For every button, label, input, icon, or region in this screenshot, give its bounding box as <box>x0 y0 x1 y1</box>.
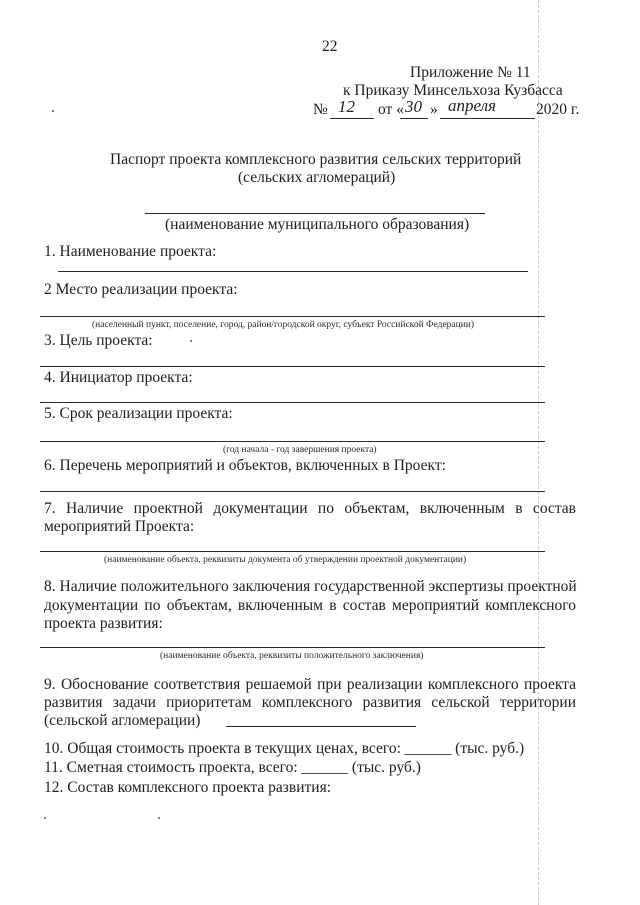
item-6-blank-line <box>40 491 545 492</box>
order-day-underline <box>400 118 428 119</box>
order-day-handwritten: 30 <box>405 97 422 116</box>
item-10-total-cost: 10. Общая стоимость проекта в текущих ценах, всего: ______ (тыс. руб.) <box>44 740 525 757</box>
item-8-expertise-line1: 8. Наличие положительного заключения государственной экспертизы проектной <box>44 578 577 595</box>
scan-speck <box>44 817 46 819</box>
municipality-blank-line <box>145 213 485 214</box>
order-year: 2020 г. <box>536 101 580 118</box>
scan-speck <box>190 340 192 342</box>
item-12-project-composition: 12. Состав комплексного проекта развития: <box>44 779 331 796</box>
appendix-order-line: к Приказу Минсельхоза Кузбасса <box>343 82 563 99</box>
order-month-handwritten: апреля <box>448 96 496 115</box>
item-1-blank-line <box>58 271 528 272</box>
order-number-handwritten: 12 <box>338 97 355 116</box>
item-8-caption: (наименование объекта, реквизиты положительного заключения) <box>160 651 424 661</box>
item-4-project-initiator: 4. Инициатор проекта: <box>44 369 193 386</box>
item-6-measures-list: 6. Перечень мероприятий и объектов, включенных в Проект: <box>44 457 446 474</box>
municipality-caption: (наименование муниципального образования) <box>165 216 470 233</box>
passport-title-line2: (сельских агломераций) <box>238 169 396 186</box>
item-3-project-goal: 3. Цель проекта: <box>44 332 153 349</box>
order-date-from-label: от « <box>378 101 404 118</box>
item-7-design-docs-line2: мероприятий Проекта: <box>44 518 195 535</box>
item-11-estimated-cost: 11. Сметная стоимость проекта, всего: ______ (тыс. руб.) <box>44 759 421 776</box>
item-4-blank-line <box>40 402 545 403</box>
item-2-caption: (населенный пункт, поселение, город, район/городской округ, субъект Российской Федерации) <box>92 320 475 330</box>
order-date-close-quote: » <box>430 101 438 118</box>
item-7-blank-line <box>40 551 545 552</box>
item-9-justification-line1: 9. Обоснование соответствия решаемой при реализации комплексного проекта <box>44 676 576 693</box>
item-7-design-docs-line1: 7. Наличие проектной документации по объектам, включенным в состав <box>44 500 576 517</box>
appendix-title: Приложение № 11 <box>410 64 531 81</box>
passport-title-line1: Паспорт проекта комплексного развития сельских территорий <box>110 151 522 168</box>
scan-speck <box>158 817 160 819</box>
item-8-expertise-line3: проекта развития: <box>44 615 163 632</box>
order-number-label: № <box>313 101 328 118</box>
item-5-project-term: 5. Срок реализации проекта: <box>44 405 233 422</box>
item-9-justification-line2: развития задачи приоритетам комплексного развития сельской территории <box>44 694 576 711</box>
item-9-justification-line3: (сельской агломерации) <box>44 712 201 729</box>
item-5-blank-line <box>40 441 545 442</box>
scan-fold-line <box>538 0 539 905</box>
item-3-blank-line <box>40 366 545 367</box>
item-2-blank-line <box>40 316 545 317</box>
item-1-project-name: 1. Наименование проекта: <box>44 243 217 260</box>
item-7-caption: (наименование объекта, реквизиты документа об утверждении проектной документации) <box>104 555 467 565</box>
page-number: 22 <box>322 38 338 55</box>
item-2-project-location: 2 Место реализации проекта: <box>44 281 238 298</box>
item-9-blank-line <box>226 726 416 727</box>
scan-speck <box>52 110 54 112</box>
order-month-underline <box>440 118 535 119</box>
item-8-expertise-line2: документации по объектам, включенным в состав мероприятий комплексного <box>44 597 576 614</box>
order-number-underline <box>330 118 374 119</box>
item-5-caption: (год начала - год завершения проекта) <box>223 445 377 455</box>
item-8-blank-line <box>40 647 545 648</box>
